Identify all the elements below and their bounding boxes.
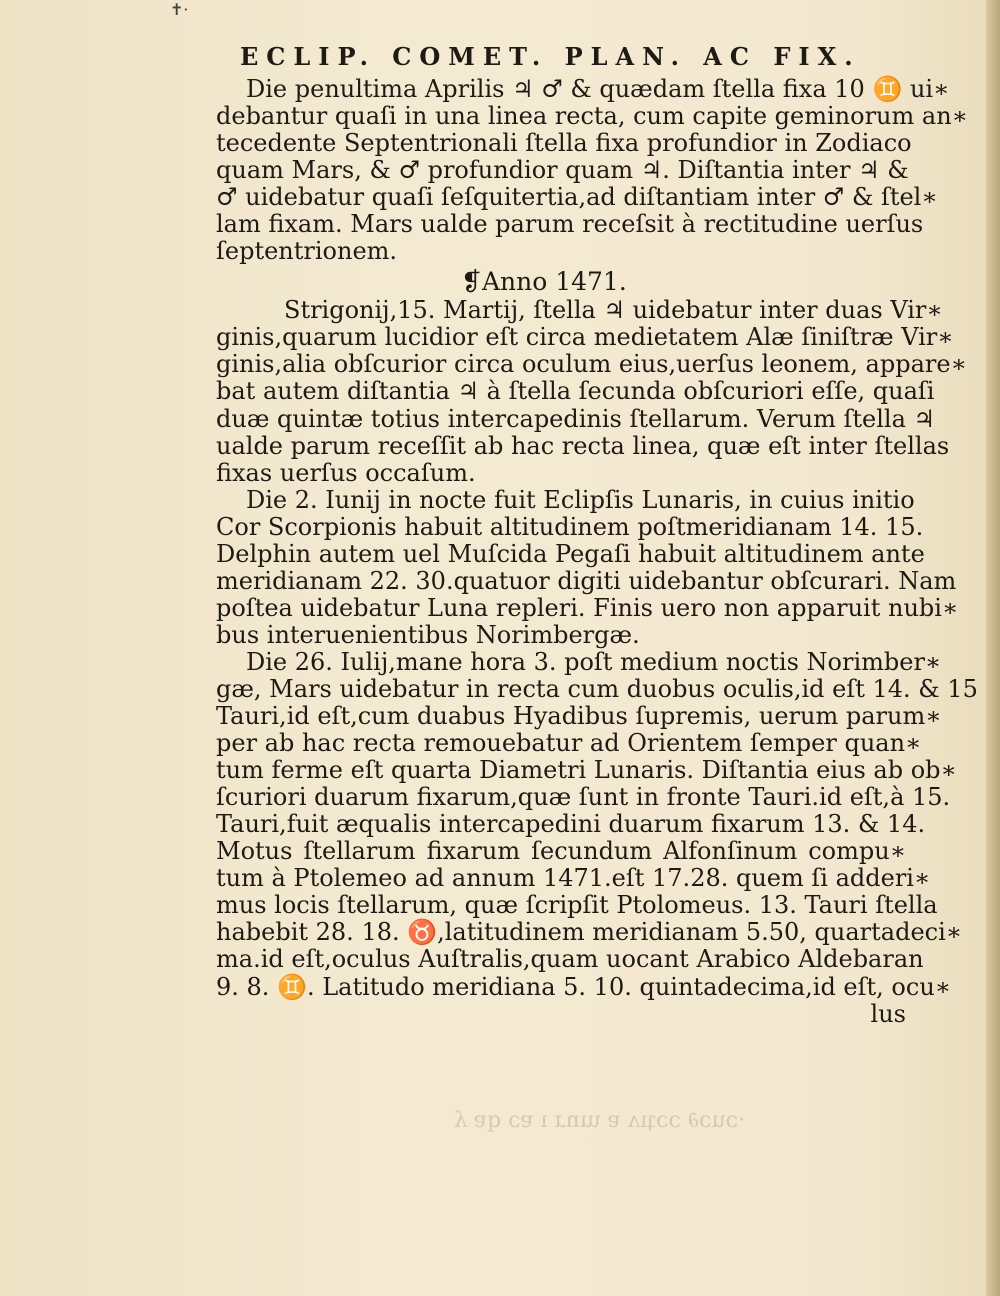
text-line: 9. 8. ♊. Latitudo meridiana 5. 10. quintadecima,id eſt, ocu∗	[216, 972, 952, 1001]
text-line: per ab hac recta remouebatur ad Orientem ſemper quan∗	[216, 729, 922, 758]
text-line: ſeptentrionem.	[216, 237, 398, 266]
text-line: debantur quaſi in una linea recta, cum capite geminorum an∗	[216, 102, 968, 131]
text-line: Tauri,id eſt,cum duabus Hyadibus ſupremis, uerum parum∗	[216, 702, 942, 731]
text-line: Strigonij,15. Martij, ſtella ♃ uidebatur inter duas Vir∗	[284, 296, 943, 325]
running-head: ECLIP. COMET. PLAN. AC FIX.	[240, 42, 861, 71]
text-line: gæ, Mars uidebatur in recta cum duobus oculis,id eſt 14. & 15	[216, 674, 978, 703]
text-line: poſtea uidebatur Luna repleri. Finis uero non apparuit nubi∗	[216, 593, 959, 622]
text-line: tecedente Septentrionali ſtella fixa profundior in Zodiaco	[216, 129, 912, 158]
text-line: Delphin autem uel Muſcida Pegaſi habuit altitudinem ante	[216, 539, 925, 568]
text-line: ♂ uidebatur quaſi ſeſquitertia,ad diſtantiam inter ♂ & ſtel∗	[216, 183, 938, 212]
text-line: Motus ſtellarum fixarum ſecundum Alfonſinum compu∗	[216, 837, 906, 866]
text-line: ſcuriori duarum fixarum,quæ ſunt in fronte Tauri.id eſt,à 15.	[216, 783, 951, 812]
text-line: bus interuenientibus Norimbergæ.	[216, 620, 640, 649]
text-line: Die penultima Aprilis ♃ ♂ & quædam ſtella fixa 10 ♊ ui∗	[246, 75, 950, 103]
text-line: mus locis ſtellarum, quæ ſcripſit Ptolomeus. 13. Tauri ſtella	[216, 891, 938, 920]
text-block	[216, 75, 978, 1028]
text-line: lam fixam. Mars ualde parum receſsit à rectitudine uerſus	[216, 210, 924, 239]
text-line: bat autem diſtantia ♃ à ſtella ſecunda obſcuriori eſſe, quaſi	[216, 377, 935, 406]
text-line: Die 26. Iulij,mane hora 3. poſt medium noctis Norimber∗	[246, 647, 942, 676]
catchword: lus	[870, 999, 906, 1028]
text-line: Die 2. Iunij in nocte fuit Eclipſis Lunaris, in cuius initio	[246, 485, 915, 514]
page-edge	[986, 0, 1000, 1296]
text-line: fixas uerſus occaſum.	[216, 458, 476, 487]
text-line: tum à Ptolemeo ad annum 1471.eſt 17.28. quem ſi adderi∗	[216, 864, 931, 893]
top-mark: ✝·	[170, 0, 189, 19]
text-line: ualde parum receſſit ab hac recta linea, quæ eſt inter ſtellas	[216, 431, 950, 460]
text-line: ma.id eſt,oculus Auſtralis,quam uocant Arabico Aldebaran	[216, 945, 924, 974]
section-heading: ❡Anno 1471.	[461, 267, 627, 297]
text-line: tum ferme eſt quarta Diametri Lunaris. Diſtantia eius ab ob∗	[216, 756, 957, 785]
text-line: ginis,alia obſcurior circa oculum eius,uerſus leonem, appare∗	[216, 350, 967, 379]
show-through-text: ·ɔuɔ∂ ɔɔʇıʌ ɐ ɯnɹ ı ɐɔ qɐ ʎ	[454, 1108, 745, 1133]
text-line: ginis,quarum lucidior eſt circa medietatem Alæ ſiniſtræ Vir∗	[216, 323, 954, 352]
text-line: quam Mars, & ♂ profundior quam ♃. Diſtantia inter ♃ &	[216, 156, 909, 185]
text-line: Cor Scorpionis habuit altitudinem poſtmeridianam 14. 15.	[216, 512, 924, 541]
text-line: duæ quintæ totius intercapedinis ſtellarum. Verum ſtella ♃	[216, 404, 936, 433]
text-line: habebit 28. 18. ♉,latitudinem meridianam 5.50, quartadeci∗	[216, 918, 963, 947]
text-line: meridianam 22. 30.quatuor digiti uidebantur obſcurari. Nam	[216, 566, 957, 595]
text-line: Tauri,fuit æqualis intercapedini duarum fixarum 13. & 14.	[216, 810, 926, 839]
